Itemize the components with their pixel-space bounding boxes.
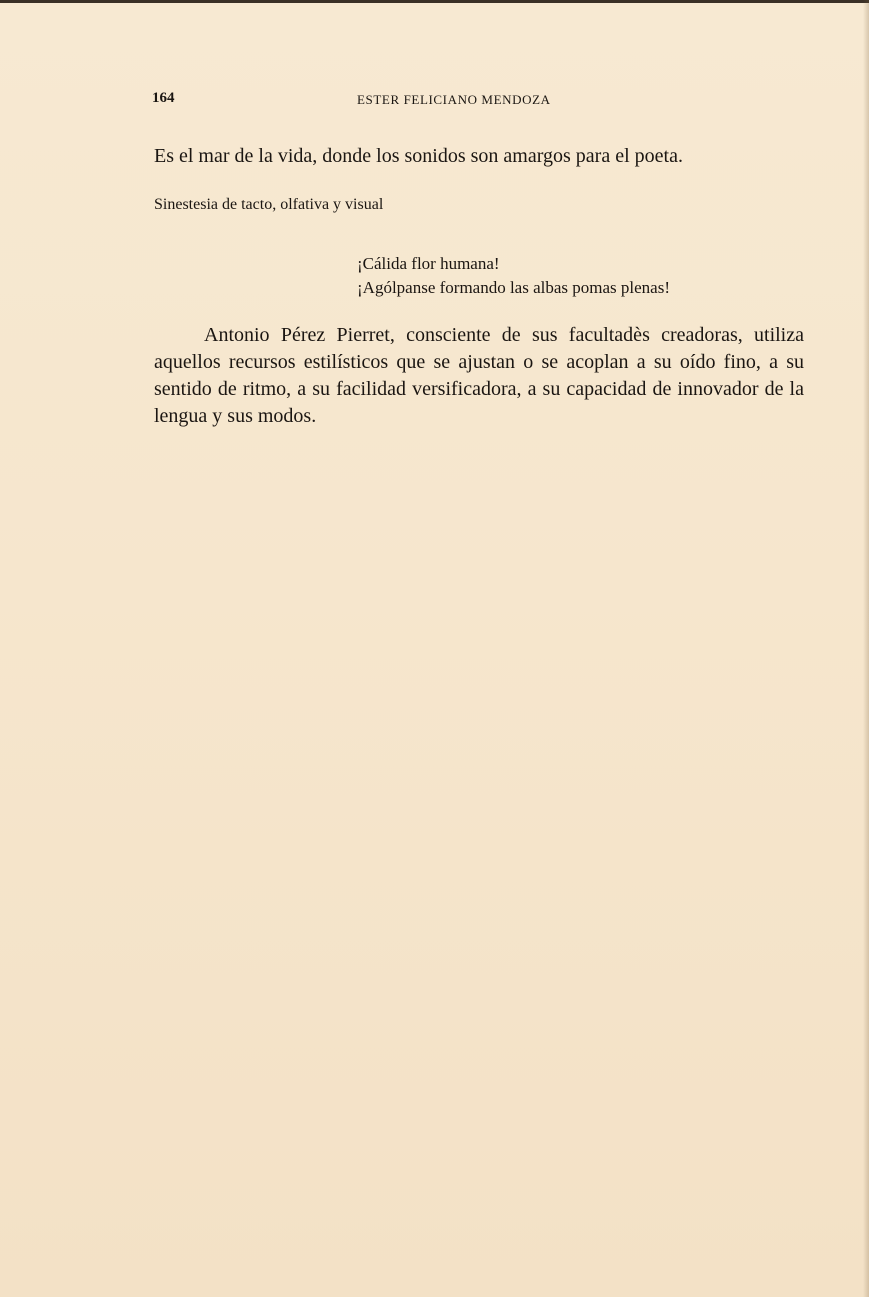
page-top-edge bbox=[0, 0, 869, 3]
verse-line: ¡Cálida flor humana! bbox=[357, 254, 500, 273]
verse-quote bbox=[357, 252, 670, 300]
page-number: 164 bbox=[152, 90, 175, 106]
main-line: Es el mar de la vida, donde los sonidos son amargos para el poeta. bbox=[154, 145, 683, 167]
running-head: ESTER FELICIANO MENDOZA bbox=[357, 92, 551, 107]
verse-line: ¡Agólpanse formando las albas pomas plenas! bbox=[357, 278, 670, 297]
section-subheading: Sinestesia de tacto, olfativa y visual bbox=[154, 196, 384, 213]
page-header bbox=[152, 90, 802, 112]
body-paragraph: Antonio Pérez Pierret, consciente de sus facultadès creadoras, utiliza aquellos recursos estilísticos que se ajustan o se acoplan a su oído fino, a su sentido de ritmo, a su facilidad versificadora, a su capacidad de innovador de la lengua y sus modos. bbox=[154, 324, 804, 427]
page-right-edge bbox=[863, 0, 869, 1297]
